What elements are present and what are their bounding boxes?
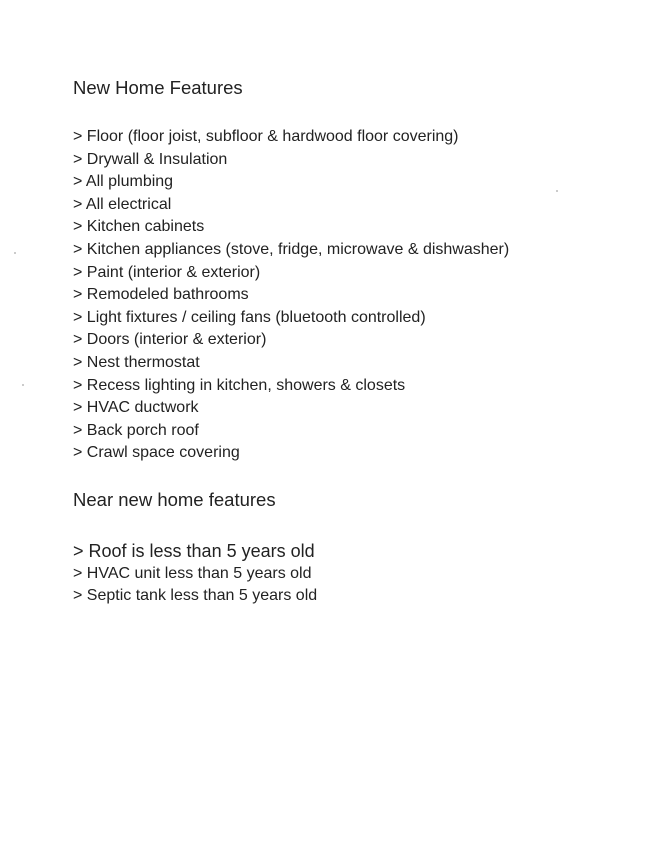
list-item: > HVAC unit less than 5 years old: [73, 564, 312, 582]
list-item: > Doors (interior & exterior): [73, 331, 267, 349]
list-item: > Kitchen appliances (stove, fridge, microwave & dishwasher): [73, 240, 510, 258]
list-item: > Light fixtures / ceiling fans (bluetooth controlled): [73, 308, 426, 326]
list-item: > Back porch roof: [73, 421, 199, 439]
list-item: > Floor (floor joist, subfloor & hardwood floor covering): [73, 128, 459, 145]
list-item: > Kitchen cabinets: [73, 218, 205, 236]
list-item: > Roof is less than 5 years old: [73, 541, 315, 561]
list-item: > HVAC ductwork: [73, 399, 199, 417]
list-item: > All plumbing: [73, 173, 174, 191]
section-heading-near-new-home-features: Near new home features: [73, 489, 276, 510]
new-home-features-list: [73, 126, 509, 465]
near-new-home-features-list: [73, 540, 317, 608]
list-item: > Crawl space covering: [73, 444, 240, 462]
scan-speck: [22, 384, 24, 386]
list-item: > All electrical: [73, 195, 172, 213]
list-item: > Paint (interior & exterior): [73, 263, 261, 281]
list-item: > Nest thermostat: [73, 353, 200, 371]
list-item: > Remodeled bathrooms: [73, 286, 249, 304]
list-item: > Recess lighting in kitchen, showers & closets: [73, 376, 406, 394]
list-item: > Drywall & Insulation: [73, 150, 228, 168]
scan-speck: [14, 252, 16, 254]
scan-speck: [556, 190, 558, 192]
list-item: > Septic tank less than 5 years old: [73, 587, 318, 605]
section-heading-new-home-features: New Home Features: [73, 77, 243, 98]
